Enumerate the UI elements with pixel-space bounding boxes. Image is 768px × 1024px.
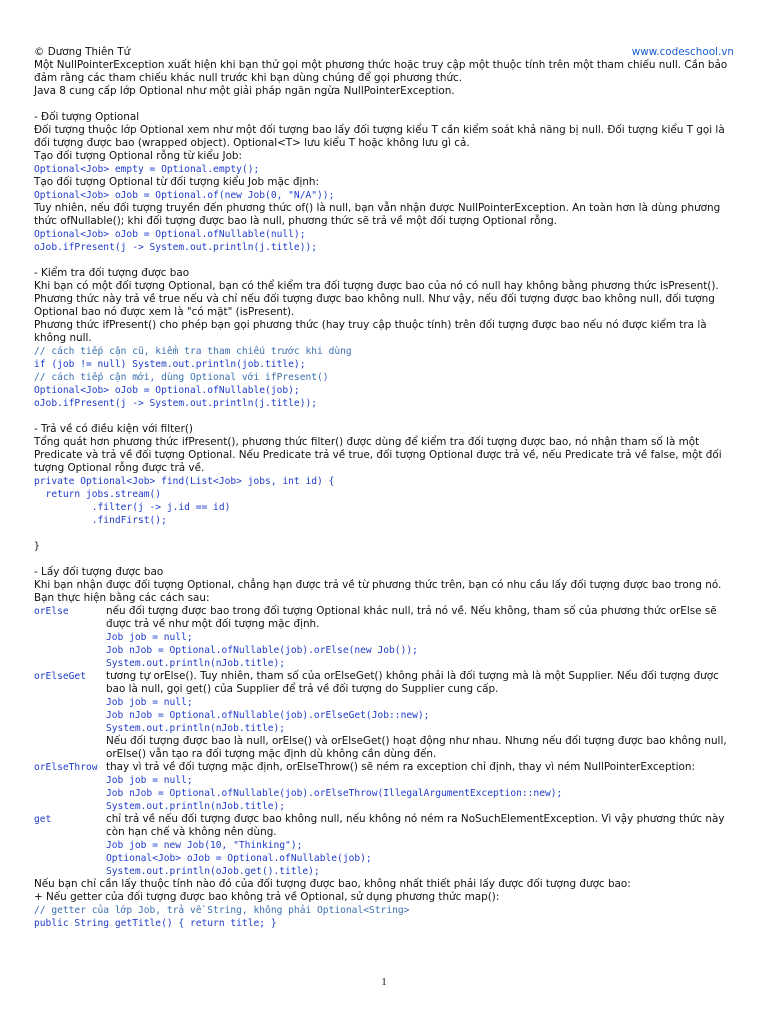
intro-paragraph: Một NullPointerException xuất hiện khi bạn thử gọi một phương thức hoặc truy cập một thuộc tính trên một tham chiếu null. Cần bảo đảm rằng các tham chiếu khác null trước khi bạn dùng chúng để gọi phương thức. [34,59,728,84]
document-page [34,46,734,930]
definition-row [34,670,734,761]
definition-text: chỉ trả về nếu đối tượng được bao không null, nếu không nó ném ra NoSuchElementException. Vì vậy phương thức này còn hạn chế và không nên dùng. [106,813,725,838]
code-line: public String getTitle() { return title; } [34,918,277,929]
definition-text: nếu đối tượng được bao trong đối tượng Optional khác null, trả nó về. Nếu không, tham số của phương thức orElse sẽ được trả về như một đối tượng mặc định. [106,605,717,630]
code-line: if (job != null) System.out.println(job.title); [34,359,306,370]
code-line: .findFirst(); [34,515,167,526]
code-line: Job nJob = Optional.ofNullable(job).orElseGet(Job::new); [106,710,430,721]
code-line: oJob.ifPresent(j -> System.out.println(j.title)); [34,242,318,253]
code-line: System.out.println(nJob.title); [106,801,286,812]
code-line: } [34,541,40,552]
code-line: Job nJob = Optional.ofNullable(job).orElseThrow(IllegalArgumentException::new); [106,788,563,799]
paragraph: Tuy nhiên, nếu đối tượng truyền đến phương thức of() là null, bạn vẫn nhận được NullPointerException. An toàn hơn là dùng phương thức ofNullable(); khi đối tượng được bao là null, phương thức sẽ trả về một đối tượng Optional rỗng. [34,202,721,227]
code-line: Job job = null; [106,775,193,786]
copyright-text: © Dương Thiên Tứ [34,46,131,58]
code-comment: // cách tiếp cận cũ, kiểm tra tham chiếu trước khi dùng [34,346,352,357]
section-heading: - Lấy đối tượng được bao [34,566,164,578]
definition-term: orElseGet [34,671,86,682]
code-line: Optional<Job> oJob = Optional.ofNullable(null); [34,229,306,240]
code-line: Optional<Job> empty = Optional.empty(); [34,164,260,175]
section-heading: - Đối tượng Optional [34,111,140,123]
code-line: oJob.ifPresent(j -> System.out.println(j.title)); [34,398,318,409]
code-line: Optional<Job> oJob = Optional.ofNullable(job); [34,385,300,396]
intro-paragraph: Java 8 cung cấp lớp Optional như một giải pháp ngăn ngừa NullPointerException. [34,85,455,97]
paragraph: Khi bạn nhận được đối tượng Optional, chẳng hạn được trả về từ phương thức trên, bạn có nhu cầu lấy đối tượng được bao trong nó. Bạn thực hiện bằng các cách sau: [34,579,722,604]
paragraph: Tạo đối tượng Optional rỗng từ kiểu Job: [34,150,243,162]
code-comment: // getter của lớp Job, trả về String, không phải Optional<String> [34,905,410,916]
section-heading: - Kiểm tra đối tượng được bao [34,267,190,279]
page-number: 1 [381,976,387,988]
paragraph: Đối tượng thuộc lớp Optional xem như một đối tượng bao lấy đối tượng kiểu T cần kiểm soát khả năng bị null. Đối tượng kiểu T gọi là đối tượng được bao (wrapped object). Optional<T> lưu kiểu T hoặc không lưu gì cả. [34,124,725,149]
definition-term: orElseThrow [34,762,98,773]
paragraph: + Nếu getter của đối tượng được bao không trả về Optional, sử dụng phương thức map(): [34,891,500,903]
code-line: Optional<Job> oJob = Optional.ofNullable(job); [106,853,372,864]
definition-text: tương tự orElse(). Tuy nhiên, tham số của orElseGet() không phải là đối tượng mà là một Supplier. Nếu đối tượng được bao là null, gọi get() của Supplier để trả về đối tượng do Supplier cung cấp. [106,670,719,695]
page-header [34,46,734,59]
code-line: Job nJob = Optional.ofNullable(job).orElse(new Job()); [106,645,418,656]
definition-term: orElse [34,606,69,617]
paragraph: Phương thức ifPresent() cho phép bạn gọi phương thức (hay truy cập thuộc tính) trên đối tượng được bao nếu nó được kiểm tra là không null. [34,319,707,344]
code-line: return jobs.stream() [34,489,162,500]
code-line: Job job = null; [106,697,193,708]
definition-note: Nếu đối tượng được bao là null, orElse() và orElseGet() hoạt động như nhau. Nhưng nếu đối tượng được bao không null, orElse() vẫn tạo ra đối tượng mặc định dù không cần dùng đến. [106,735,727,760]
code-comment: // cách tiếp cận mới, dùng Optional với ifPresent() [34,372,329,383]
section-heading: - Trả về có điều kiện với filter() [34,423,193,435]
code-line: Optional<Job> oJob = Optional.of(new Job(0, "N/A")); [34,190,335,201]
code-line: Job job = new Job(10, "Thinking"); [106,840,303,851]
code-line: System.out.println(oJob.get().title); [106,866,320,877]
definition-term: get [34,814,52,825]
site-link[interactable]: www.codeschool.vn [631,46,734,58]
definition-row [34,813,734,878]
paragraph: Tổng quát hơn phương thức ifPresent(), phương thức filter() được dùng để kiểm tra đối tượng được bao, nó nhận tham số là một Predicate và trả về đối tượng Optional. Nếu Predicate trả về true, đối tượng Optional được trả về, nếu Predicate trả về false, một đối tượng Optional rỗng được trả về. [34,436,722,474]
code-line: Job job = null; [106,632,193,643]
code-line: System.out.println(nJob.title); [106,723,286,734]
code-line: .filter(j -> j.id == id) [34,502,231,513]
definition-row [34,605,734,670]
paragraph: Nếu bạn chỉ cần lấy thuộc tính nào đó của đối tượng được bao, không nhất thiết phải lấy được đối tượng được bao: [34,878,631,890]
code-line: private Optional<Job> find(List<Job> jobs, int id) { [34,476,335,487]
paragraph: Tạo đối tượng Optional từ đối tượng kiểu Job mặc định: [34,176,320,188]
definition-text: thay vì trả về đối tượng mặc định, orElseThrow() sẽ ném ra exception chỉ định, thay vì ném NullPointerException: [106,761,695,773]
code-line: System.out.println(nJob.title); [106,658,286,669]
definition-row [34,761,734,813]
paragraph: Khi bạn có một đối tượng Optional, bạn có thể kiểm tra đối tượng được bao của nó có null hay không bằng phương thức isPresent(). Phương thức này trả về true nếu và chỉ nếu đối tượng được bao không null. Như vậy, nếu đối tượng được bao không null, đối tượng Optional bao nó được xem là "có mặt" (isPresent). [34,280,719,318]
